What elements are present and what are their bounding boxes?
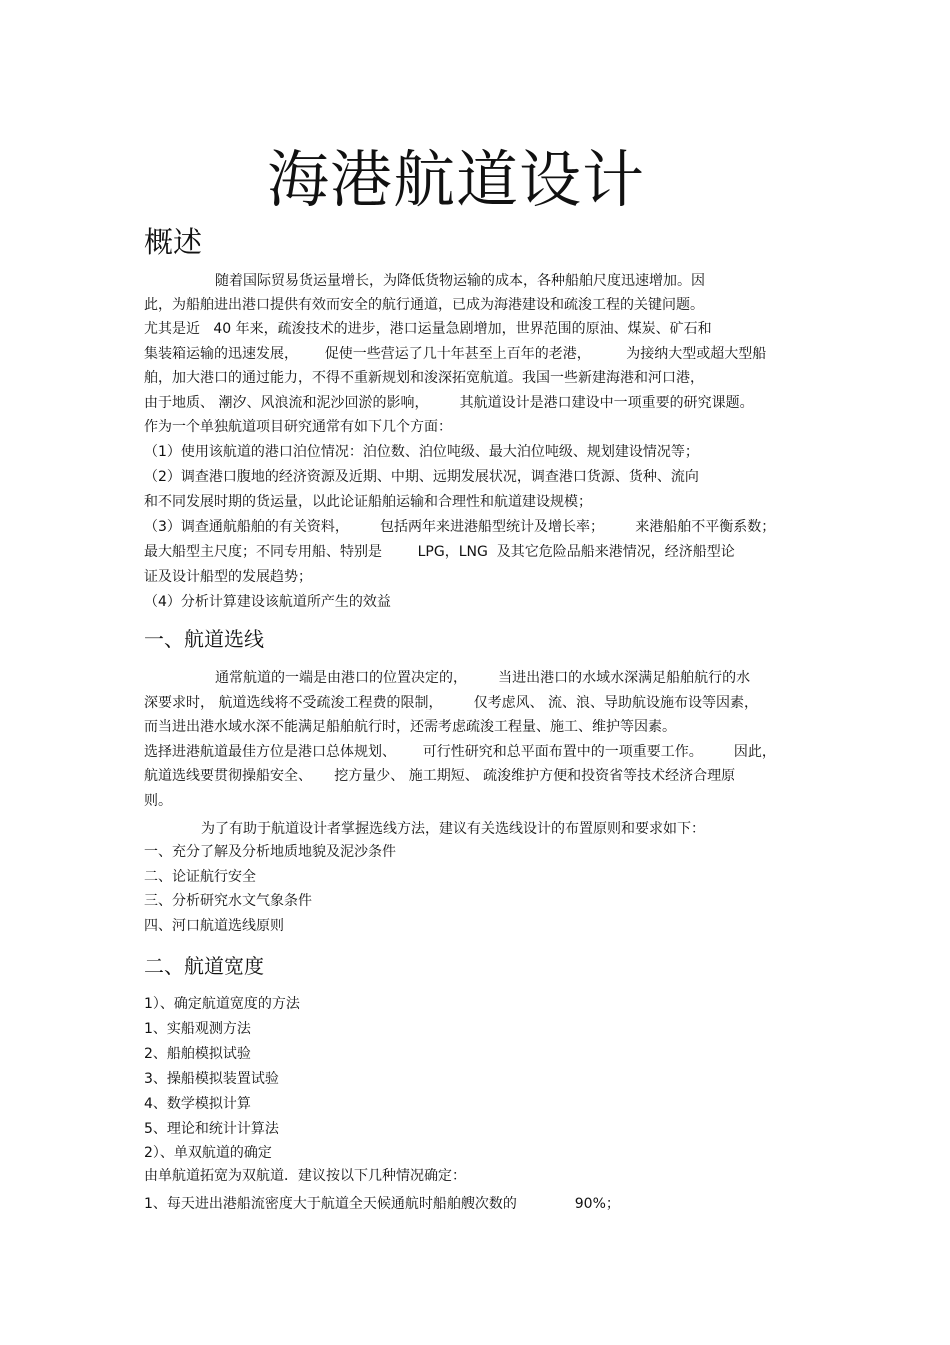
section-heading-width: 二、航道宽度 <box>144 954 264 978</box>
overview-paragraph-line: 舶，加大港口的通过能力，不得不重新规划和浚深拓宽航道。我国一些新建海港和河口港， <box>144 370 704 386</box>
overview-paragraph-line: 随着国际贸易货运量增长，为降低货物运输的成本，各种船舶尺度迅速增加。因 <box>215 273 705 289</box>
route-paragraph-line: 则。 <box>144 793 172 809</box>
route-paragraph-line: 深要求时， 航道选线将不受疏浚工程费的限制， 仅考虑风、 流、浪、导助航设施布设等因素， <box>144 695 759 711</box>
overview-paragraph-line: 由于地质、 潮汐、风浪流和泥沙回淤的影响， 其航道设计是港口建设中一项重要的研究课题。 <box>144 395 754 411</box>
overview-list-item: （2）调查港口腹地的经济资源及近期、中期、远期发展状况，调查港口货源、货种、流向 <box>144 469 699 485</box>
overview-paragraph-line: 此，为船舶进出港口提供有效而安全的航行通道，已成为海港建设和疏浚工程的关键问题。 <box>144 297 704 313</box>
overview-list-item: 和不同发展时期的货运量，以此论证船舶运输和合理性和航道建设规模； <box>144 494 592 510</box>
route-intro: 为了有助于航道设计者掌握选线方法，建议有关选线设计的布置原则和要求如下： <box>201 821 705 837</box>
route-paragraph-line: 航道选线要贯彻操船安全、 挖方量少、 施工期短、 疏浚维护方便和投资省等技术经济合理原 <box>144 768 736 784</box>
section-heading-route: 一、航道选线 <box>144 627 264 651</box>
overview-paragraph-line: 作为一个单独航道项目研究通常有如下几个方面： <box>144 419 452 435</box>
overview-paragraph-line: 尤其是近 40 年来，疏浚技术的进步，港口运量急剧增加，世界范围的原油、煤炭、矿石和 <box>144 321 712 337</box>
route-paragraph-line: 而当进出港水域水深不能满足船舶航行时，还需考虑疏浚工程量、施工、维护等因素。 <box>144 719 676 735</box>
width-list-item: 1、每天进出港船流密度大于航道全天候通航时船舶艘次数的 90%； <box>144 1196 620 1212</box>
width-list-item: 4、数学模拟计算 <box>144 1096 251 1112</box>
overview-list-item: 证及设计船型的发展趋势； <box>144 569 312 585</box>
route-principle-item: 二、论证航行安全 <box>144 869 256 885</box>
width-list-item: 2）、单双航道的确定 <box>144 1145 272 1161</box>
route-paragraph-line: 选择进港航道最佳方位是港口总体规划、 可行性研究和总平面布置中的一项重要工作。 因此， <box>144 744 776 760</box>
overview-paragraph-line: 集装箱运输的迅速发展， 促使一些营运了几十年甚至上百年的老港， 为接纳大型或超大型船 <box>144 346 767 362</box>
route-principle-item: 四、河口航道选线原则 <box>144 918 284 934</box>
overview-list-item: （1）使用该航道的港口泊位情况：泊位数、泊位吨级、最大泊位吨级、规划建设情况等； <box>144 444 699 460</box>
route-paragraph-line: 通常航道的一端是由港口的位置决定的， 当进出港口的水域水深满足船舶航行的水 <box>215 670 751 686</box>
width-list-item: 5、理论和统计计算法 <box>144 1121 279 1137</box>
route-principle-item: 三、分析研究水文气象条件 <box>144 893 312 909</box>
overview-list-item: 最大船型主尺度；不同专用船、特别是 LPG，LNG 及其它危险品船来港情况，经济船型论 <box>144 544 735 560</box>
route-principle-item: 一、充分了解及分析地质地貌及泥沙条件 <box>144 844 396 860</box>
overview-heading: 概述 <box>144 225 203 259</box>
width-list-item: 1）、确定航道宽度的方法 <box>144 996 300 1012</box>
width-list-item: 3、操船模拟装置试验 <box>144 1071 279 1087</box>
width-list-item: 2、船舶模拟试验 <box>144 1046 251 1062</box>
overview-list-item: （3）调查通航船舶的有关资料， 包括两年来进港船型统计及增长率； 来港船舶不平衡系数； <box>144 519 776 535</box>
width-list-item: 1、实船观测方法 <box>144 1021 251 1037</box>
overview-list-item: （4）分析计算建设该航道所产生的效益 <box>144 594 391 610</box>
page-title: 海港航道设计 <box>266 143 645 216</box>
width-list-item: 由单航道拓宽为双航道．建议按以下几种情况确定： <box>144 1168 466 1184</box>
